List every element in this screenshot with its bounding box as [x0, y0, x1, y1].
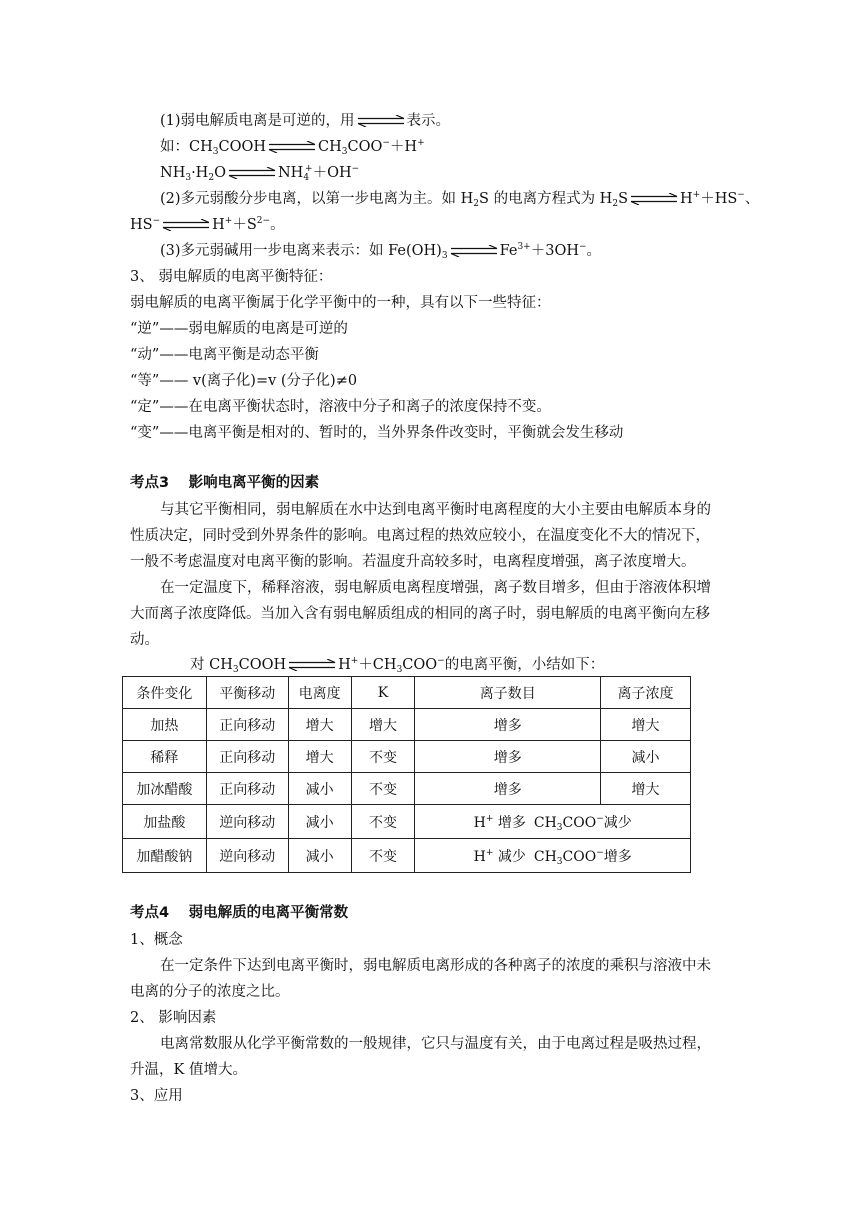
- text: ＋H: [389, 139, 418, 155]
- feature-line: “等”—— v(离子化)=v (分子化)≠0: [130, 373, 358, 389]
- equation-hs: [130, 212, 285, 238]
- superscript: +: [485, 847, 494, 858]
- table-cell: 增多: [415, 741, 601, 773]
- subsection-title: 2、 影响因素: [130, 1010, 217, 1026]
- paragraph-line: 动。: [130, 632, 159, 648]
- feature-line: “动”——电离平衡是动态平衡: [130, 347, 319, 363]
- table-cell: 增多: [415, 773, 601, 805]
- text: COO: [562, 814, 597, 831]
- text: COOH: [218, 139, 266, 155]
- subscript: 3: [556, 822, 563, 833]
- text: Fe: [499, 243, 518, 259]
- text: 表示。: [406, 113, 451, 129]
- table-row: [123, 839, 691, 873]
- paragraph-line: 性质决定，同时受到外界条件的影响。电离过程的热效应较小，在温度变化不大的情况下，: [130, 528, 710, 544]
- text: ＋OH: [312, 165, 352, 181]
- subscript: 3: [441, 251, 448, 261]
- table-caption: [190, 652, 604, 678]
- feature-line: “逆”——弱电解质的电离是可逆的: [130, 321, 348, 337]
- text: S: [618, 191, 628, 207]
- paragraph-line: 电离的分子的浓度之比。: [130, 984, 290, 1000]
- text: 增多: [603, 848, 632, 865]
- subscript: 2: [208, 173, 215, 183]
- table-cell: 逆向移动: [206, 839, 288, 873]
- table-header-cell: 电离度: [288, 677, 351, 709]
- text: CH: [318, 139, 342, 155]
- table-merged-cell: [415, 805, 691, 839]
- text: ＋HS: [700, 191, 738, 207]
- text: ＋3OH: [530, 243, 579, 259]
- text: 减少: [603, 814, 632, 831]
- table-cell: 增大: [288, 741, 351, 773]
- text: O: [214, 165, 226, 181]
- equilibrium-arrow-icon: [227, 167, 277, 179]
- table-header-cell: 条件变化: [123, 677, 207, 709]
- superscript: +: [692, 190, 701, 200]
- table-row: [123, 709, 691, 741]
- text: ·H: [191, 165, 209, 181]
- superscript: −: [596, 813, 604, 824]
- text: H: [338, 657, 351, 673]
- table-cell: 增大: [601, 709, 691, 741]
- table-row: [123, 773, 691, 805]
- text: CH: [533, 848, 557, 865]
- table-cell: 不变: [351, 805, 415, 839]
- text: H: [212, 217, 225, 233]
- paragraph-line: 一般不考虑温度对电离平衡的影响。若温度升高较多时，电离程度增强，离子浓度增大。: [130, 554, 696, 570]
- subscript: 3: [232, 665, 239, 675]
- paragraph-line: 在一定条件下达到电离平衡时，弱电解质电离形成的各种离子的浓度的乘积与溶液中未: [160, 958, 711, 974]
- superscript: −: [351, 164, 360, 174]
- superscript: +: [305, 164, 313, 174]
- subscript: 2: [473, 199, 480, 209]
- summary-table: [122, 676, 691, 873]
- table-cell: 不变: [351, 839, 415, 873]
- table-header-cell: 离子数目: [415, 677, 601, 709]
- text: 增多: [493, 814, 526, 831]
- paragraph-line: 在一定温度下，稀释溶液，弱电解质电离程度增强，离子数目增多，但由于溶液体积增: [160, 580, 711, 596]
- table-header-cell: K: [351, 677, 415, 709]
- table-row: [123, 805, 691, 839]
- text: NH: [160, 165, 186, 181]
- table-row: [123, 741, 691, 773]
- section-intro: 弱电解质的电离平衡属于化学平衡中的一种，具有以下一些特征：: [130, 295, 551, 311]
- text: (3)多元弱碱用一步电离来表示：如 Fe(OH): [160, 243, 442, 259]
- equilibrium-arrow-icon: [356, 115, 406, 127]
- para-polybasic-base: [160, 238, 601, 264]
- text: COO: [562, 848, 597, 865]
- superscript: −: [578, 242, 587, 252]
- equilibrium-arrow-icon: [267, 141, 317, 153]
- table-cell: 正向移动: [206, 741, 288, 773]
- table-header-cell: 平衡移动: [206, 677, 288, 709]
- text: (2)多元弱酸分步电离，以第一步电离为主。如 H: [160, 191, 474, 207]
- equation-ammonia: [160, 160, 359, 186]
- table-cell: 稀释: [123, 741, 207, 773]
- paragraph-line: 大而离子浓度降低。当加入含有弱电解质组成的相同的离子时，弱电解质的电离平衡向左移: [130, 606, 710, 622]
- table-cell: 加热: [123, 709, 207, 741]
- equilibrium-arrow-icon: [161, 219, 211, 231]
- text: 、: [744, 191, 760, 207]
- text: 。: [270, 217, 285, 233]
- table-cell: 逆向移动: [206, 805, 288, 839]
- table-merged-cell: [415, 839, 691, 873]
- paragraph-line: 电离常数服从化学平衡常数的一般规律，它只与温度有关，由于电离过程是吸热过程，: [160, 1036, 711, 1052]
- text: COOH: [238, 657, 287, 673]
- table-cell: 加冰醋酸: [123, 773, 207, 805]
- equilibrium-arrow-icon: [287, 659, 337, 671]
- text: NH: [277, 165, 304, 181]
- text: S 的电离方程式为 H: [479, 191, 613, 207]
- subscript: 4: [303, 173, 310, 183]
- superscript: +: [485, 813, 494, 824]
- equilibrium-arrow-icon: [449, 245, 499, 257]
- text: ＋CH: [358, 657, 397, 673]
- text: 减少: [493, 848, 526, 865]
- subscript: 3: [341, 147, 348, 157]
- equilibrium-arrow-icon: [629, 193, 679, 205]
- subsection-title: 3、应用: [130, 1088, 183, 1104]
- table-cell: 加盐酸: [123, 805, 207, 839]
- text: COO: [347, 139, 383, 155]
- text: H: [680, 191, 693, 207]
- text: ＋S: [232, 217, 257, 233]
- feature-line: “定”——在电离平衡状态时，溶液中分子和离子的浓度保持不变。: [130, 399, 551, 415]
- table-cell: 增大: [288, 709, 351, 741]
- paragraph-line: 与其它平衡相同，弱电解质在水中达到电离平衡时电离程度的大小主要由电解质本身的: [160, 502, 711, 518]
- text: 如：CH: [160, 139, 213, 155]
- text: H: [473, 848, 486, 865]
- superscript: 2−: [256, 216, 271, 226]
- superscript: +: [224, 216, 233, 226]
- table-cell: 增多: [415, 709, 601, 741]
- text: (1)弱电解质电离是可逆的，用: [160, 113, 355, 129]
- table-cell: 减小: [601, 741, 691, 773]
- superscript: −: [596, 847, 604, 858]
- para-reversible: [160, 108, 450, 134]
- section-heading: 考点4 弱电解质的电离平衡常数: [130, 905, 349, 921]
- text: 的电离平衡，小结如下：: [444, 657, 605, 673]
- superscript: −: [382, 138, 390, 148]
- subsection-title: 1、概念: [130, 932, 183, 948]
- table-cell: 正向移动: [206, 773, 288, 805]
- table-header-row: [123, 677, 691, 709]
- text: COO: [402, 657, 438, 673]
- superscript: 3+: [517, 242, 531, 252]
- table-cell: 减小: [288, 839, 351, 873]
- table-cell: 正向移动: [206, 709, 288, 741]
- text: HS: [130, 217, 153, 233]
- equation-acetic: [160, 134, 425, 160]
- section-title: 3、 弱电解质的电离平衡特征：: [130, 269, 333, 285]
- table-cell: 加醋酸钠: [123, 839, 207, 873]
- table-header-cell: 离子浓度: [601, 677, 691, 709]
- text: 。: [586, 243, 602, 259]
- table-cell: 不变: [351, 773, 415, 805]
- subscript: 3: [396, 665, 403, 675]
- section-heading: 考点3 影响电离平衡的因素: [130, 475, 320, 491]
- text: CH: [533, 814, 557, 831]
- text: 对 CH: [190, 657, 233, 673]
- paragraph-line: 升温，K 值增大。: [130, 1062, 247, 1078]
- feature-line: “变”——电离平衡是相对的、暂时的，当外界条件改变时，平衡就会发生移动: [130, 425, 624, 441]
- text: H: [473, 814, 486, 831]
- superscript: −: [437, 656, 445, 666]
- table-cell: 不变: [351, 741, 415, 773]
- superscript: −: [152, 216, 161, 226]
- para-polyprotic-acid: [160, 186, 759, 212]
- table-cell: 减小: [288, 773, 351, 805]
- subscript: 3: [556, 856, 563, 867]
- subscript: 2: [612, 199, 619, 209]
- superscript: −: [737, 190, 745, 200]
- superscript: +: [417, 138, 425, 148]
- superscript: +: [350, 656, 359, 666]
- table-cell: 减小: [288, 805, 351, 839]
- table-cell: 增大: [351, 709, 415, 741]
- table-cell: 增大: [601, 773, 691, 805]
- subscript: 3: [185, 173, 192, 183]
- subscript: 3: [212, 147, 219, 157]
